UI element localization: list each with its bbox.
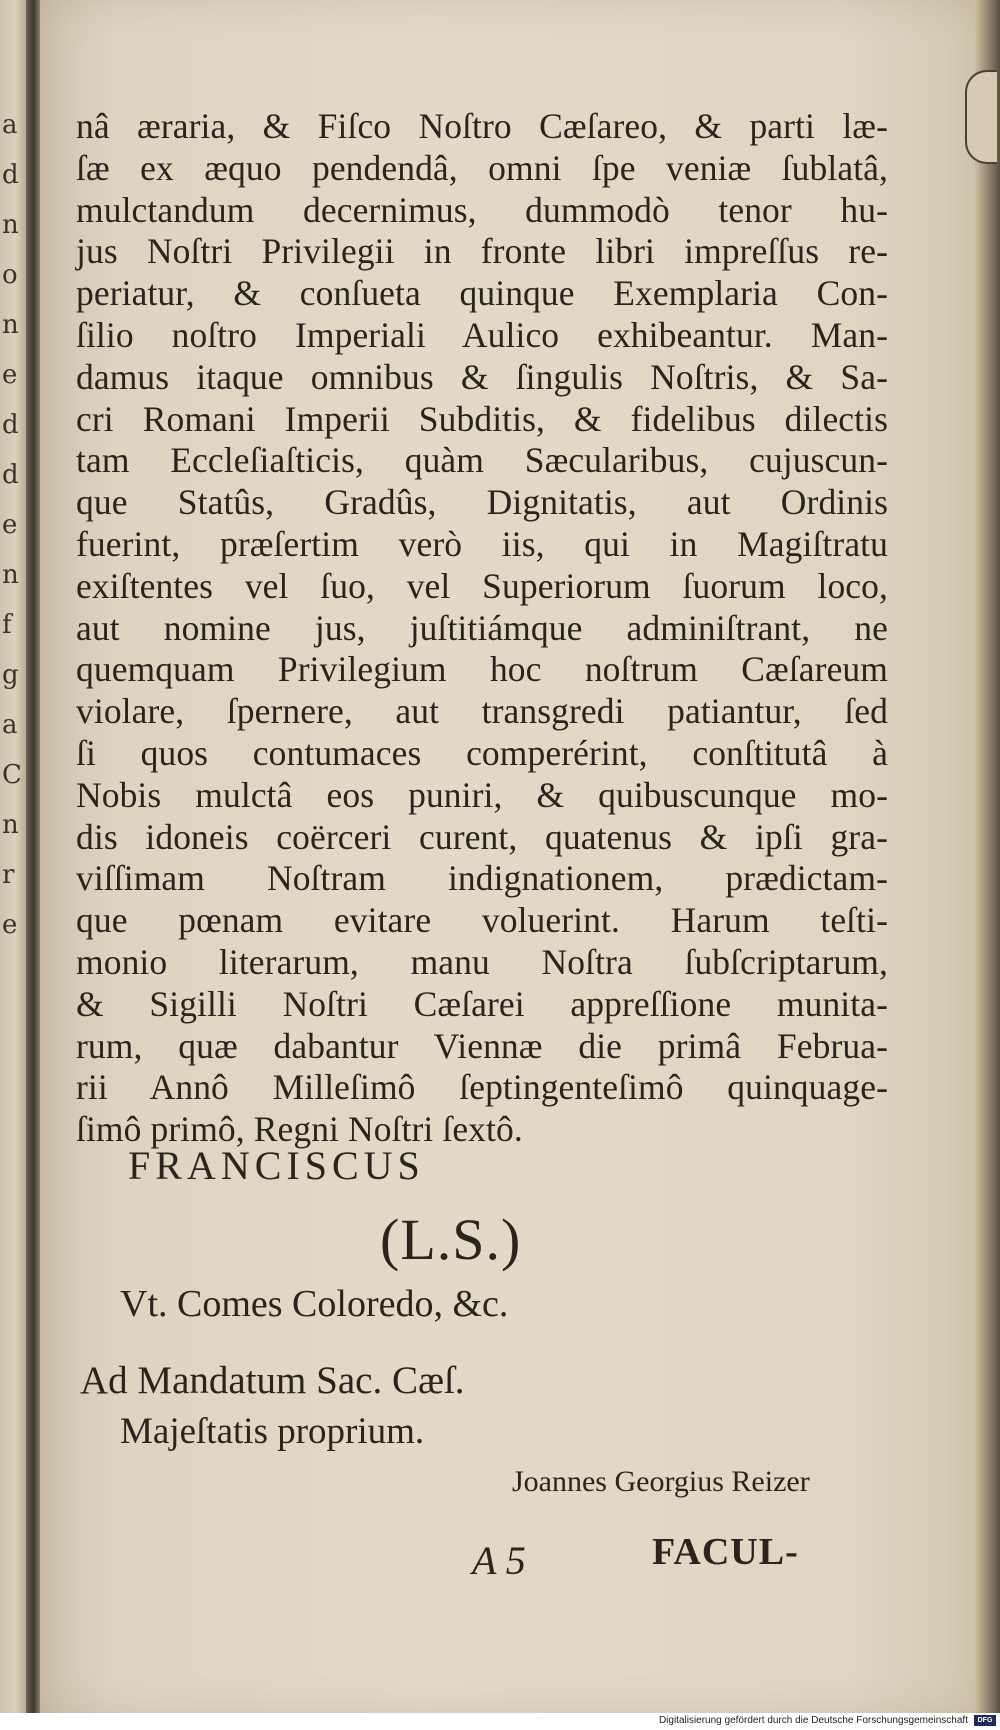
secretary-name: Joannes Georgius Reizer [512, 1465, 810, 1498]
left-page-fragment: e [2, 360, 18, 390]
dfg-logo-icon: DFG [974, 1715, 996, 1726]
digitization-notice: Digitalisierung gefördert durch die Deutsche Forschungsgemeinschaft [658, 1715, 968, 1726]
left-page-fragment: g [2, 660, 19, 690]
body-line: jus Noſtri Privilegii in fronte libri impreſſus re- [76, 231, 888, 272]
body-line: aut nomine jus, juſtitiámque adminiſtrant, ne [76, 607, 888, 648]
left-page-fragment: d [2, 460, 19, 490]
catchword: FACUL- [652, 1531, 799, 1573]
body-line: periatur, & conſueta quinque Exemplaria Con- [76, 273, 888, 314]
left-page-fragment: e [2, 510, 18, 540]
left-page-edge [0, 0, 26, 1730]
body-line: violare, ſpernere, aut transgredi patiantur, ſed [76, 691, 888, 732]
left-page-fragment: n [2, 810, 19, 840]
body-line: fuerint, præſertim verò iis, qui in Magiſtratu [76, 523, 888, 564]
body-line: cri Romani Imperii Subditis, & fidelibus dilectis [76, 398, 888, 439]
left-page-fragment: n [2, 560, 19, 590]
body-line: viſſimam Noſtram indignationem, prædictam- [76, 858, 888, 899]
body-line: rum, quæ dabantur Viennæ die primâ Februa- [76, 1025, 888, 1066]
mandate-line-1: Ad Mandatum Sac. Cæſ. [80, 1359, 465, 1402]
left-page-fragment: e [2, 910, 18, 940]
body-line: quemquam Privilegium hoc noſtrum Cæſareum [76, 649, 888, 690]
body-line: rii Annô Milleſimô ſeptingenteſimô quinquage- [76, 1067, 888, 1108]
body-line: & Sigilli Noſtri Cæſarei appreſſione munita- [76, 983, 888, 1024]
left-page-fragment: a [2, 710, 18, 740]
body-text [76, 106, 888, 1151]
body-line: que Statûs, Gradûs, Dignitatis, aut Ordinis [76, 482, 888, 523]
seal-mark: (L.S.) [380, 1207, 522, 1272]
body-line: damus itaque omnibus & ſingulis Noſtris, & Sa- [76, 356, 888, 397]
body-line: nâ æraria, & Fiſco Noſtro Cæſareo, & parti læ- [76, 106, 888, 146]
signature-mark: A 5 [472, 1538, 526, 1583]
left-page-fragment: d [2, 410, 19, 440]
body-line: ſimô primô, Regni Noſtri ſextô. [76, 1109, 523, 1150]
book-page [40, 0, 985, 1715]
book-gutter [26, 0, 40, 1730]
body-line: tam Eccleſiaſticis, quàm Sæcularibus, cujuscun- [76, 440, 888, 481]
body-line: dis idoneis coërceri curent, quatenus & ipſi gra- [76, 816, 888, 857]
body-line: Nobis mulctâ eos puniri, & quibuscunque mo- [76, 774, 888, 815]
bookmark-tab [965, 70, 997, 164]
body-line: ſi quos contumaces comperérint, conſtitutâ à [76, 732, 888, 773]
body-line: que pœnam evitare voluerint. Harum teſti- [76, 900, 888, 941]
left-page-fragment: a [2, 110, 18, 140]
body-line: ſæ ex æquo pendendâ, omni ſpe veniæ ſublatâ, [76, 147, 888, 188]
mandate-line-2: Majeſtatis proprium. [120, 1411, 425, 1452]
countersign-line: Vt. Comes Coloredo, &c. [120, 1283, 509, 1325]
signer-name: FRANCISCUS [128, 1143, 425, 1188]
right-page-edge [975, 0, 1000, 1715]
body-line: ſilio noſtro Imperiali Aulico exhibeantur. Man- [76, 314, 888, 355]
body-line: exiſtentes vel ſuo, vel Superiorum ſuorum loco, [76, 565, 888, 606]
left-page-fragment: r [2, 860, 15, 890]
left-page-fragment: d [2, 160, 19, 190]
body-line: mulctandum decernimus, dummodò tenor hu- [76, 189, 888, 230]
left-page-fragment: n [2, 210, 19, 240]
left-page-fragment: o [2, 260, 18, 290]
left-page-fragment: f [2, 610, 12, 640]
body-line: monio literarum, manu Noſtra ſubſcriptarum, [76, 941, 888, 982]
left-page-fragment: C [2, 760, 22, 790]
left-page-fragment: n [2, 310, 19, 340]
